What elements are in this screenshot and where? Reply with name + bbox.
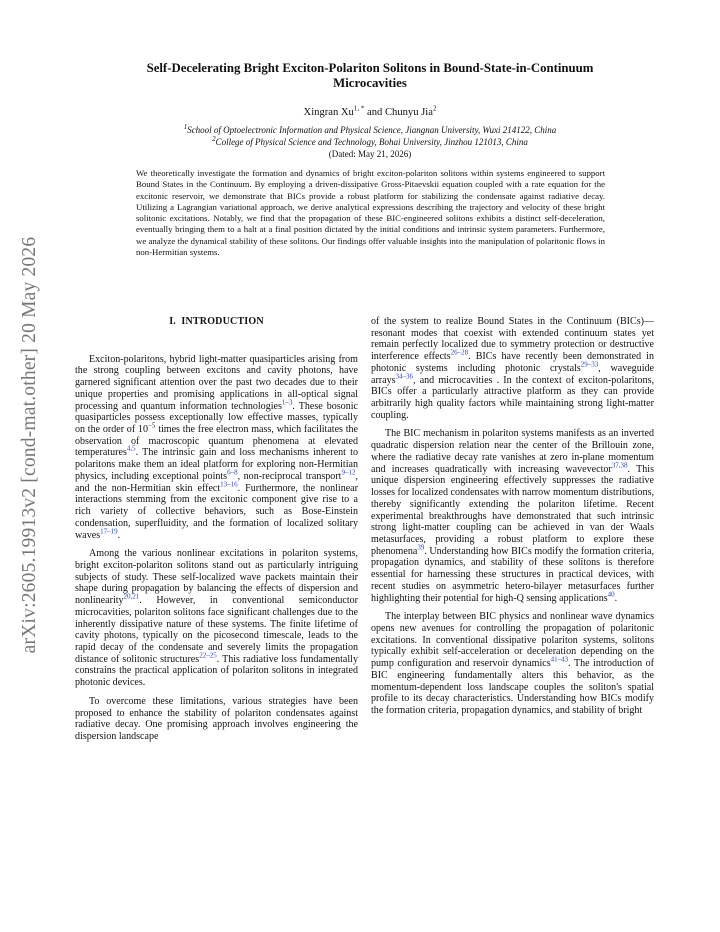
affiliation-2 xyxy=(75,137,665,147)
citation-link[interactable]: 6–8 xyxy=(227,468,238,477)
text-run: Exciton-polaritons, hybrid light-matter quasiparticles arising from the strong coupling between excitons and cavity photons, have garnered significant attention over the past two decades due to their unique properties and promising applications in all-optical signal processing and quantum information technologies xyxy=(75,353,358,412)
affiliation-2-mark: 2 xyxy=(212,135,216,143)
text-run: . The intrinsic gain and loss mechanisms inherent to polaritons make them an ideal platform for exploring non-Hermitian physics, including exceptional points xyxy=(75,447,358,482)
citation-link[interactable]: 4,5 xyxy=(126,445,136,454)
citation-link[interactable]: 40 xyxy=(607,590,615,599)
intro-paragraph-3: To overcome these limitations, various strategies have been proposed to enhance the stability of polariton condensates against radiative decay. One promising approach involves engineering the dispersion landscape xyxy=(75,695,358,742)
text-run: , and the non-Hermitian skin effect xyxy=(75,470,358,494)
section-number: I. xyxy=(169,316,176,327)
text-run: . These bosonic quasiparticles possess exceptionally low effective masses, typically on the order of 10 xyxy=(75,400,358,436)
citation-link[interactable]: 26–28 xyxy=(450,348,469,357)
affiliation-1-mark: 1 xyxy=(183,123,188,131)
author-1-mark: 1, * xyxy=(353,104,365,113)
intro-paragraph-4 xyxy=(371,428,654,604)
right-column xyxy=(371,316,654,724)
abstract: We theoretically investigate the formation and dynamics of bright exciton-polariton solitons within systems engineered to support Bound States in the Continuum. By employing a driven-dissipative Gross-Pitaevskii equation coupled with a rate equation for the excitonic reservoir, we demonstrate that BICs provide a robust platform for stabilizing the condensate against radiative decay. Utilizing a Lagrangian variational approach, we derive analytical expressions describing the trajectory and velocity of these bright solitonic excitations. Notably, we find that the propagation of these BIC-engineered solitons exhibits a distinct self-deceleration, eventually bringing them to a halt at a final position dictated by the initial conditions and intrinsic system parameters. Furthermore, we analyze the dynamical stability of these solitons. Our findings offer valuable insights into the manipulation of polaritonic flows in non-Hermitian systems. xyxy=(136,168,605,258)
text-run: . xyxy=(614,592,618,604)
text-run: . Understanding how BICs modify the formation criteria, propagation dynamics, and stability of these solitons is therefore essential for harnessing these structures in practical devices, with recent studies on asymmetric hetero-bilayer metasurfaces further highlighting their potential for high-Q sensing applications xyxy=(371,545,654,604)
author-2-mark: 2 xyxy=(432,104,437,113)
intro-paragraph-3-continued xyxy=(371,316,654,421)
citation-link[interactable]: 22–25 xyxy=(199,651,217,660)
author-conjunction: and xyxy=(367,107,383,118)
exponent: −5 xyxy=(147,421,156,430)
intro-paragraph-1 xyxy=(75,354,358,542)
text-run: times the free electron mass, which facilitates the observation of macroscopic quantum phenomena at elevated temperatures xyxy=(75,424,358,459)
citation-link[interactable]: 17–19 xyxy=(100,527,118,536)
section-title: INTRODUCTION xyxy=(181,316,264,327)
arxiv-identifier: arXiv:2605.19913v2 [cond-mat.other] 20 May 2026 xyxy=(19,236,40,654)
text-run: The interplay between BIC physics and nonlinear wave dynamics opens new avenues for controlling the propagation of polaritonic excitations. In conventional dissipative polariton systems, solitons typically exhibit self-acceleration or deceleration depending on the pump configuration and reservoir dynamics xyxy=(371,611,654,670)
citation-link[interactable]: 9–12 xyxy=(341,468,356,477)
citation-link[interactable]: 34–36 xyxy=(395,372,414,381)
text-run: . BICs have recently been demonstrated in photonic systems including photonic crystals xyxy=(371,351,654,374)
author-2: Chunyu Jia xyxy=(384,107,433,118)
left-column xyxy=(75,316,358,750)
text-run: . This unique dispersion engineering effectively suppresses the radiative losses for localized condensates with narrow momentum distributions, thereby significantly extending the polariton lifetime. Recent experimental breakthroughs have demonstrated that such intrinsic strong light-matter coupling can be achieved in van der Waals metasurfaces, providing a robust platform to explore these phenomena xyxy=(371,463,654,557)
text-run: . This radiative loss fundamentally constrains the practical application of polariton solitons in integrated photonic devices. xyxy=(75,653,358,689)
title-line-2: Microcavities xyxy=(333,76,407,90)
text-run: Among the various nonlinear excitations in polariton systems, bright exciton-polariton solitons stand out as particularly intriguing subjects of study. These self-localized wave packets maintain their shape during propagation by balancing the effects of dispersion and nonlinearity xyxy=(75,548,358,607)
citation-link[interactable]: 20,21 xyxy=(123,592,140,601)
affiliation-1 xyxy=(75,125,665,135)
intro-paragraph-2 xyxy=(75,548,358,689)
text-run: , waveguide arrays xyxy=(371,362,655,386)
citation-link[interactable]: 37,38 xyxy=(611,461,628,470)
affiliation-1-text: School of Optoelectronic Information and Physical Science, Jiangnan University, Wuxi 214122, China xyxy=(187,125,557,135)
author-list xyxy=(75,104,665,118)
title-line-1: Self-Decelerating Bright Exciton-Polariton Solitons in Bound-State-in-Continuum xyxy=(146,61,594,75)
text-run: . Furthermore, the nonlinear interactions stemming from the excitonic component give rise to a rich variety of collective behaviors, such as Bose-Einstein condensation, superfluidity, and the formation of localized solitary waves xyxy=(75,482,358,541)
text-run: . xyxy=(117,529,121,541)
text-run: . The introduction of BIC engineering fundamentally alters this behavior, as the momentum-dependent loss landscape couples the soliton's spatial profile to its decay characteristics. Understanding how BICs modify the formation criteria, propagation dynamics, and stability of bright xyxy=(371,658,654,716)
affiliation-2-text: College of Physical Science and Technology, Bohai University, Jinzhou 121013, China xyxy=(215,137,528,147)
author-1: Xingran Xu xyxy=(303,107,354,118)
text-run: . However, in conventional semiconductor microcavities, polariton solitons face significant challenges due to the inherently dissipative nature of these systems. The finite lifetime of cavity photons, typically on the picosecond timescale, leads to the rapid decay of the condensate and severely limits the propagation distance of solitonic structures xyxy=(75,595,358,665)
citation-link[interactable]: 41–43 xyxy=(550,655,569,664)
text-run: of the system to realize Bound States in the Continuum (BICs)—resonant modes that coexist with extended continuum states yet remain perfectly localized due to symmetry protection or destructive interference effects xyxy=(371,316,654,363)
text-run: The BIC mechanism in polariton systems manifests as an inverted quadratic dispersion relation near the center of the Brillouin zone, where the radiative decay rate vanishes at zero in-plane momentum and increases quadratically with increasing wavevector xyxy=(371,428,654,475)
citation-link[interactable]: 1–3 xyxy=(281,398,293,407)
text-run: , and microcavities . In the context of exciton-polaritons, BICs offer a particularly attractive platform as they can provide arbitrarily high quality factors while maintaining strong light-matter coupling. xyxy=(371,374,654,421)
paper-title xyxy=(75,61,665,91)
section-heading xyxy=(75,316,358,328)
citation-link[interactable]: 39 xyxy=(417,543,425,552)
arxiv-sidebar-stamp xyxy=(6,210,54,680)
intro-paragraph-5 xyxy=(371,611,654,716)
citation-link[interactable]: 29–33 xyxy=(580,360,599,369)
text-run: , non-reciprocal transport xyxy=(237,470,342,482)
date-line: (Dated: May 21, 2026) xyxy=(328,149,412,159)
citation-link[interactable]: 13–16 xyxy=(220,480,238,489)
